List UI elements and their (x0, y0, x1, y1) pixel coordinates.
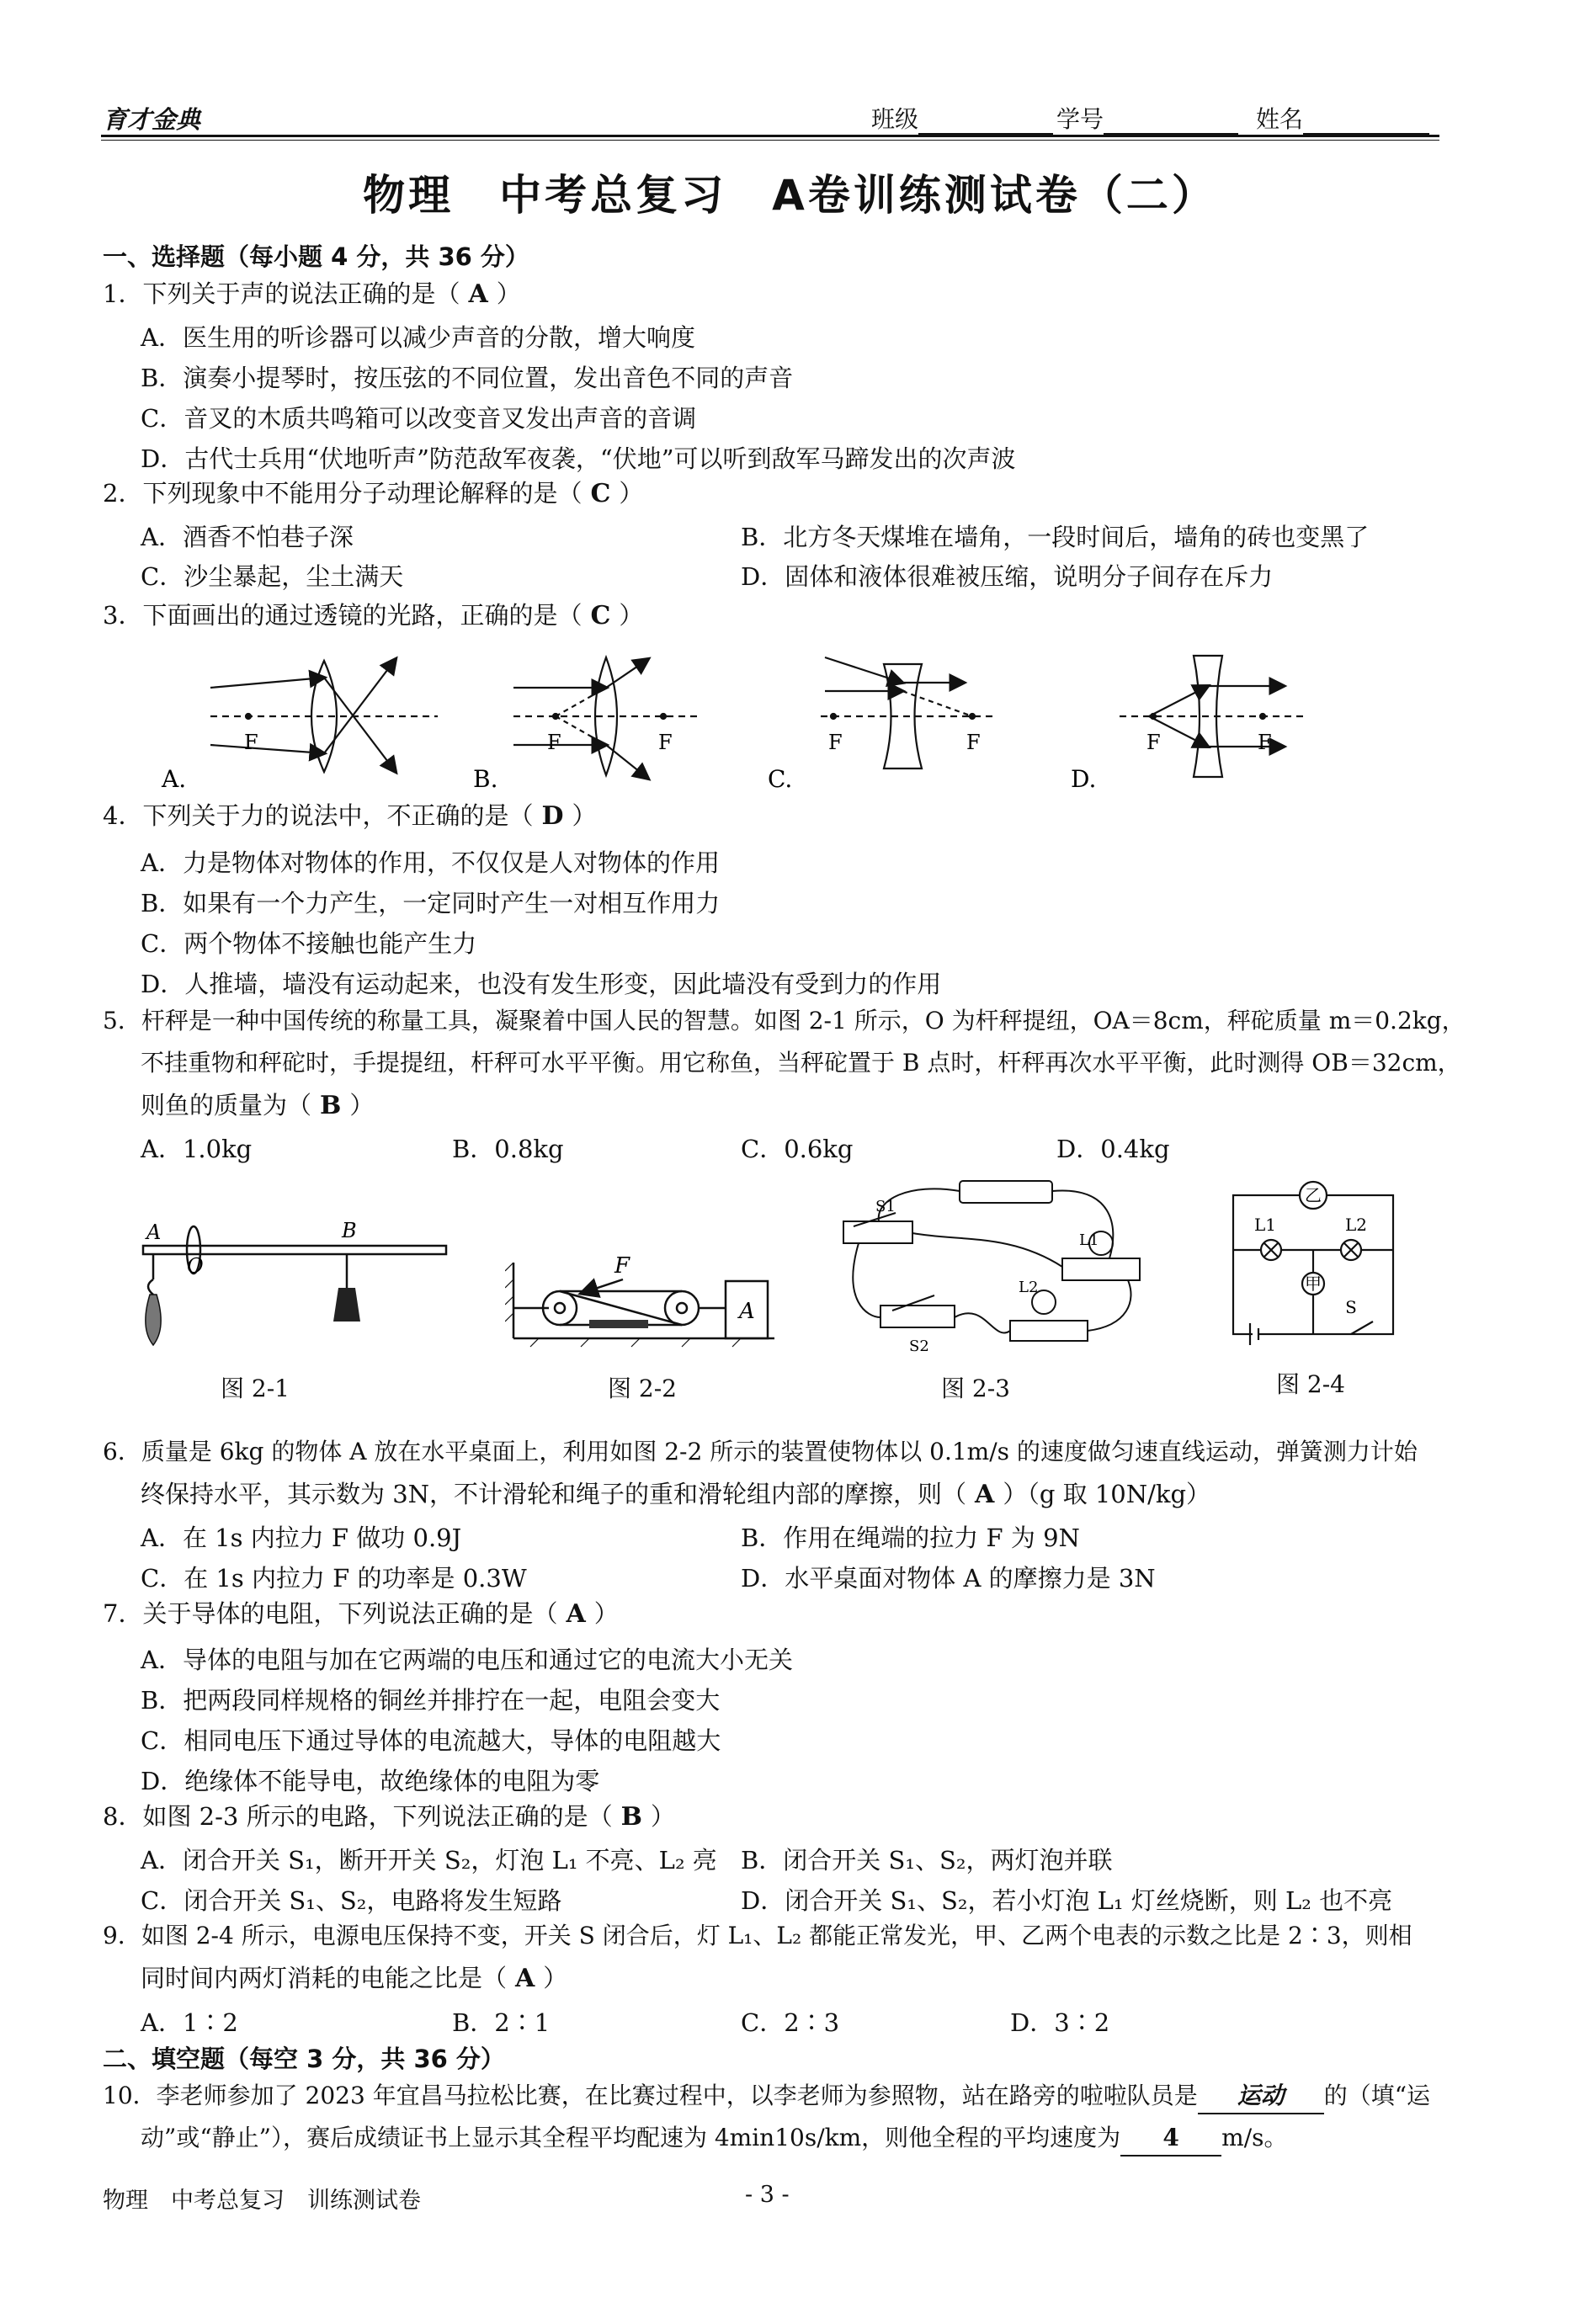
q3-stem (103, 598, 643, 633)
q8-option-b: B．闭合开关 S₁、S₂，两灯泡并联 (741, 1846, 1113, 1875)
lens-diagrams (160, 644, 1355, 795)
lens-label-c: C. (768, 765, 793, 793)
fig3-label-s1: S1 (875, 1198, 896, 1215)
q2-stem (103, 476, 643, 511)
q8-stem (103, 1800, 675, 1834)
weight-icon (333, 1288, 360, 1322)
figure-2-3-circuit (842, 1174, 1145, 1359)
q6-option-a: A．在 1s 内拉力 F 做功 0.9J (141, 1524, 462, 1552)
student-no-field (1056, 101, 1238, 135)
q6-option-d: D．水平桌面对物体 A 的摩擦力是 3N (741, 1564, 1156, 1593)
class-blank (918, 111, 1053, 135)
q10-blank-1: 运动 (1198, 2079, 1324, 2114)
q7-option-a: A．导体的电阻与加在它两端的电压和通过它的电流大小无关 (141, 1646, 793, 1674)
fig4-label-s: S (1345, 1297, 1357, 1317)
q7-option-b: B．把两段同样规格的铜丝并排拧在一起，电阻会变大 (141, 1686, 721, 1715)
lens-b-focus-left: F (547, 731, 561, 754)
q6-option-b: B．作用在绳端的拉力 F 为 9N (741, 1524, 1080, 1552)
q4-stem (103, 799, 596, 833)
figure-2-3-caption: 图 2-3 (941, 1375, 1010, 1402)
q9-line2-text: 同时间内两灯消耗的电能之比是（ (141, 1964, 508, 1992)
q8-close: ） (650, 1802, 675, 1831)
header-rule-thin (101, 140, 1439, 141)
fig1-label-a: A (146, 1220, 162, 1244)
q2-option-d: D．固体和液体很难被压缩，说明分子间存在斥力 (741, 562, 1274, 591)
q6-line2 (141, 1477, 1210, 1512)
q4-option-d: D．人推墙，墙没有运动起来，也没有发生形变，因此墙没有受到力的作用 (141, 970, 942, 998)
q9-line2 (141, 1961, 567, 1996)
name-label: 姓名 (1256, 105, 1304, 133)
q2-option-b: B．北方冬天煤堆在墙角，一段时间后，墙角的砖也变黑了 (741, 523, 1370, 551)
q9-answer: A (515, 1964, 535, 1993)
q5-option-d: D．0.4kg (1056, 1135, 1170, 1163)
q4-stem-text: 4．下列关于力的说法中，不正确的是（ (103, 801, 534, 830)
q1-close: ） (496, 279, 521, 308)
spring-scale-icon (589, 1320, 648, 1328)
lens-c-focus-right: F (966, 731, 981, 754)
name-field (1256, 101, 1429, 135)
switch-s1-base (843, 1221, 912, 1243)
q5-option-c: C．0.6kg (741, 1135, 854, 1163)
q10-blank-2: 4 (1120, 2121, 1221, 2156)
q7-stem-text: 7．关于导体的电阻，下列说法正确的是（ (103, 1599, 558, 1628)
fig3-label-l2: L2 (1019, 1279, 1039, 1296)
figure-2-1-steelyard (135, 1195, 455, 1355)
figure-2-2-caption: 图 2-2 (608, 1375, 677, 1402)
class-label: 班级 (871, 105, 919, 133)
q2-option-c: C．沙尘暴起，尘土满天 (141, 562, 404, 591)
lens-d-focus-left: F (1146, 731, 1161, 754)
fig4-label-jia: 甲 (1305, 1274, 1322, 1294)
q9-option-b: B．2∶1 (452, 2008, 551, 2037)
lens-b-focus-right: F (658, 731, 673, 754)
lens-c-focus-left: F (828, 731, 843, 754)
q7-option-d: D．绝缘体不能导电，故绝缘体的电阻为零 (141, 1767, 600, 1795)
fig2-label-a: A (739, 1299, 755, 1324)
fig3-label-s2: S2 (909, 1337, 929, 1355)
section-choice-title: 一、选择题（每小题 4 分，共 36 分） (103, 242, 529, 271)
figure-2-4-circuit (1225, 1178, 1402, 1355)
q6-close: ）（g 取 10N/kg） (1003, 1480, 1211, 1508)
class-field (871, 101, 1053, 135)
q3-stem-text: 3．下面画出的通过透镜的光路，正确的是（ (103, 601, 583, 630)
fig3-label-l1: L1 (1079, 1231, 1099, 1249)
q2-answer: C (590, 479, 611, 508)
q8-stem-text: 8．如图 2-3 所示的电路，下列说法正确的是（ (103, 1802, 613, 1831)
lens-d-focus-right: F (1258, 731, 1272, 754)
q6-line2-text: 终保持水平，其示数为 3N，不计滑轮和绳子的重和滑轮组内部的摩擦，则（ (141, 1480, 967, 1508)
battery-icon (960, 1181, 1052, 1203)
switch-s2-base (880, 1306, 955, 1327)
q5-answer: B (320, 1091, 342, 1120)
q3-answer: C (590, 601, 611, 630)
q5-line3-text: 则鱼的质量为（ (141, 1091, 312, 1119)
q7-stem (103, 1597, 619, 1631)
q1-option-b: B．演奏小提琴时，按压弦的不同位置，发出音色不同的声音 (141, 364, 794, 392)
q6-line1: 6．质量是 6kg 的物体 A 放在水平桌面上，利用如图 2-2 所示的装置使物体以 0.1m/s 的速度做匀速直线运动，弹簧测力计始 (103, 1438, 1418, 1465)
q5-line2: 不挂重物和秤砣时，手提提纽，杆秤可水平平衡。用它称鱼，当秤砣置于 B 点时，杆秤再次水平平衡，此时测得 OB＝32cm， (141, 1049, 1461, 1077)
q10-line2 (141, 2121, 1288, 2156)
q8-option-a: A．闭合开关 S₁，断开开关 S₂，灯泡 L₁ 不亮、L₂ 亮 (141, 1846, 717, 1875)
page-number: - 3 - (745, 2182, 790, 2208)
q1-answer: A (468, 279, 488, 309)
q3-close: ） (619, 601, 644, 630)
figure-2-1-caption: 图 2-1 (221, 1375, 290, 1402)
fig1-label-o: O (187, 1254, 204, 1278)
q5-option-a: A．1.0kg (141, 1135, 253, 1163)
figure-2-4-caption: 图 2-4 (1276, 1370, 1345, 1398)
fig4-label-l2: L2 (1344, 1215, 1368, 1235)
lamp-l2-base (1010, 1321, 1088, 1341)
brand-label: 育才金典 (103, 105, 201, 134)
q9-close: ） (543, 1964, 568, 1992)
q1-option-c: C．音叉的木质共鸣箱可以改变音叉发出声音的音调 (141, 404, 697, 433)
q6-answer: A (975, 1480, 995, 1509)
q5-close: ） (349, 1091, 375, 1119)
q1-option-d: D．古代士兵用“伏地听声”防范敌军夜袭，“伏地”可以听到敌军马蹄发出的次声波 (141, 444, 1016, 473)
q4-option-b: B．如果有一个力产生，一定同时产生一对相互作用力 (141, 889, 721, 917)
q5-line3 (141, 1088, 374, 1123)
lens-diagram-d (1120, 656, 1305, 777)
q4-close: ） (572, 801, 597, 830)
student-no-blank (1104, 111, 1238, 135)
q6-option-c: C．在 1s 内拉力 F 的功率是 0.3W (141, 1564, 527, 1593)
q5-line1: 5．杆秤是一种中国传统的称量工具，凝聚着中国人民的智慧。如图 2-1 所示，O 为杆秤提纽，OA＝8cm，秤砣质量 m＝0.2kg， (103, 1007, 1466, 1034)
lens-diagram-a (210, 659, 438, 772)
q8-answer: B (620, 1802, 642, 1832)
fish-icon (146, 1295, 161, 1345)
q10-line2-text: 动”或“静止”），赛后成绩证书上显示其全程平均配速为 4min10s/km，则他全程的平均速度为 (141, 2124, 1121, 2151)
q4-answer: D (541, 801, 564, 831)
q10-line1-tail: 的（填“运 (1323, 2082, 1431, 2109)
fig2-label-f: F (614, 1253, 630, 1279)
lens-a-focus: F (244, 731, 258, 754)
page-title: 物理 中考总复习 A卷训练测试卷（二） (363, 171, 1217, 220)
name-blank (1303, 111, 1429, 135)
q4-option-c: C．两个物体不接触也能产生力 (141, 929, 477, 958)
q1-stem (103, 277, 521, 311)
switch-s-icon (1351, 1322, 1373, 1334)
q2-close: ） (619, 479, 644, 508)
q1-option-a: A．医生用的听诊器可以减少声音的分散，增大响度 (141, 323, 695, 352)
q10-line1 (103, 2079, 1430, 2114)
q8-option-d: D．闭合开关 S₁、S₂，若小灯泡 L₁ 灯丝烧断，则 L₂ 也不亮 (741, 1886, 1393, 1915)
q8-option-c: C．闭合开关 S₁、S₂，电路将发生短路 (141, 1886, 562, 1915)
fig4-label-l1: L1 (1253, 1215, 1277, 1235)
q4-option-a: A．力是物体对物体的作用，不仅仅是人对物体的作用 (141, 848, 720, 877)
q7-option-c: C．相同电压下通过导体的电流越大，导体的电阻越大 (141, 1726, 721, 1755)
q1-stem-text: 1．下列关于声的说法正确的是（ (103, 279, 460, 308)
q9-line1: 9．如图 2-4 所示，电源电压保持不变，开关 S 闭合后，灯 L₁、L₂ 都能正常发光，甲、乙两个电表的示数之比是 2∶3，则相 (103, 1922, 1412, 1949)
q9-option-d: D．3∶2 (1010, 2008, 1110, 2037)
lamp-l1-base (1062, 1258, 1140, 1280)
fig1-label-b: B (342, 1219, 357, 1242)
q2-stem-text: 2．下列现象中不能用分子动理论解释的是（ (103, 479, 583, 508)
section-fill-title: 二、填空题（每空 3 分，共 36 分） (103, 2045, 505, 2073)
q7-answer: A (566, 1599, 586, 1629)
q10-line2-tail: m/s。 (1221, 2124, 1288, 2151)
q7-close: ） (593, 1599, 619, 1628)
lens-label-d: D. (1071, 765, 1097, 793)
footer-title: 物理 中考总复习 训练测试卷 (103, 2188, 421, 2214)
header-rule (101, 135, 1439, 137)
fig4-label-yi: 乙 (1305, 1185, 1322, 1205)
q2-option-a: A．酒香不怕巷子深 (141, 523, 354, 551)
q10-line1-text: 10．李老师参加了 2023 年宜昌马拉松比赛，在比赛过程中，以李老师为参照物，站在路旁的啦啦队员是 (103, 2082, 1198, 2109)
figure-2-2-pulley (505, 1237, 783, 1355)
q9-option-a: A．1∶2 (141, 2008, 238, 2037)
q5-option-b: B．0.8kg (452, 1135, 564, 1163)
lens-label-a: A. (162, 765, 187, 793)
lens-label-b: B. (473, 765, 498, 793)
lens-diagram-b (513, 657, 699, 779)
student-no-label: 学号 (1056, 105, 1104, 133)
q9-option-c: C．2∶3 (741, 2008, 840, 2037)
